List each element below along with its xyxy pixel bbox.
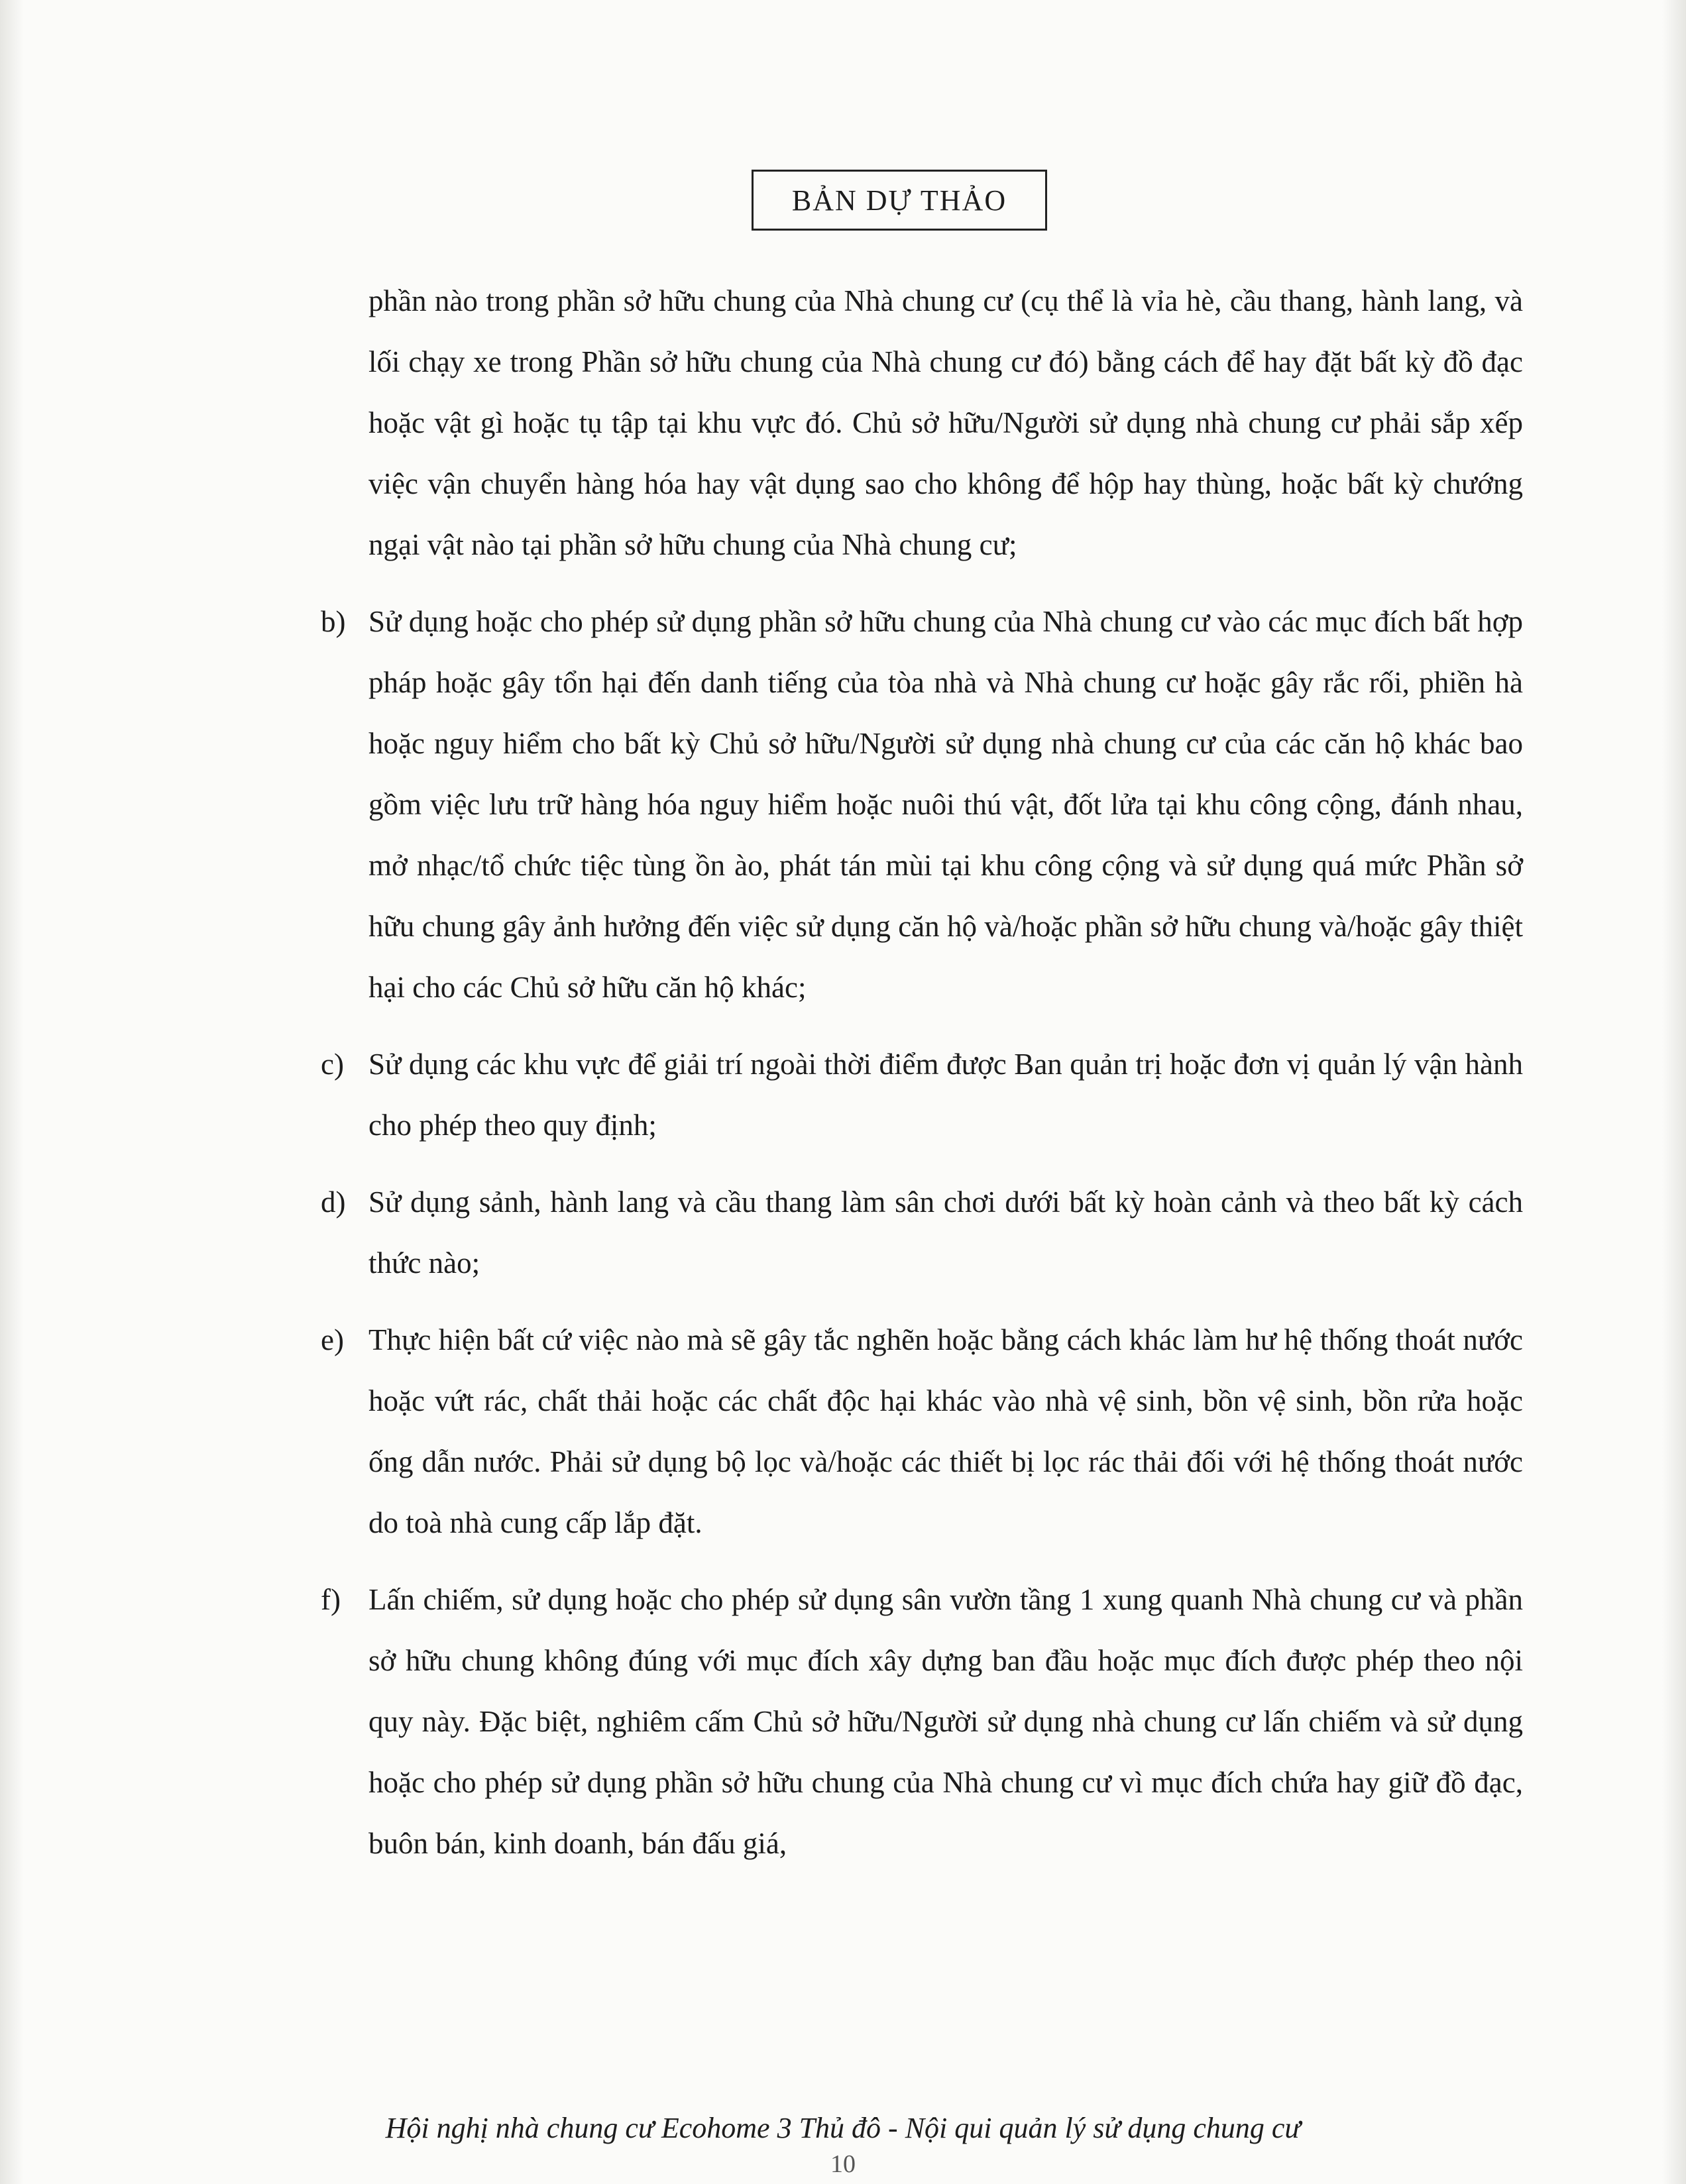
list-marker: f) (321, 1583, 341, 1616)
list-marker: b) (321, 605, 346, 638)
scan-edge-right (1662, 0, 1686, 2184)
list-item-c (311, 1034, 1523, 1156)
paragraph-continuation (311, 270, 1523, 575)
list-item-f (311, 1569, 1523, 1874)
list-item-d (311, 1172, 1523, 1293)
list-item-text: Lấn chiếm, sử dụng hoặc cho phép sử dụng sân vườn tầng 1 xung quanh Nhà chung cư và phần sở hữu chung không đúng với mục đích xây dựng ban đầu hoặc mục đích được phép theo nội quy này. Đặc biệt, nghiêm cấm Chủ sở hữu/Người sử dụng nhà chung cư lấn chiếm và sử dụng hoặc cho phép sử dụng phần sở hữu chung của Nhà chung cư vì mục đích chứa hay giữ đồ đạc, buôn bán, kinh doanh, bán đấu giá, (368, 1583, 1523, 1860)
list-item-e (311, 1309, 1523, 1553)
list-item-text: Sử dụng hoặc cho phép sử dụng phần sở hữu chung của Nhà chung cư vào các mục đích bất hợp pháp hoặc gây tổn hại đến danh tiếng của tòa nhà và Nhà chung cư hoặc gây rắc rối, phiền hà hoặc nguy hiểm cho bất kỳ Chủ sở hữu/Người sử dụng nhà chung cư của các căn hộ khác bao gồm việc lưu trữ hàng hóa nguy hiểm hoặc nuôi thú vật, đốt lửa tại khu công cộng, đánh nhau, mở nhạc/tổ chức tiệc tùng ồn ào, phát tán mùi tại khu công cộng và sử dụng quá mức Phần sở hữu chung gây ảnh hưởng đến việc sử dụng căn hộ và/hoặc phần sở hữu chung và/hoặc gây thiệt hại cho các Chủ sở hữu căn hộ khác; (368, 605, 1523, 1004)
list-marker: c) (321, 1048, 344, 1081)
list-item-text: Thực hiện bất cứ việc nào mà sẽ gây tắc nghẽn hoặc bằng cách khác làm hư hệ thống thoát nước hoặc vứt rác, chất thải hoặc các chất độc hại khác vào nhà vệ sinh, bồn vệ sinh, bồn rửa hoặc ống dẫn nước. Phải sử dụng bộ lọc và/hoặc các thiết bị lọc rác thải đối với hệ thống thoát nước do toà nhà cung cấp lắp đặt. (368, 1323, 1523, 1539)
list-marker: d) (321, 1185, 346, 1219)
document-body (311, 270, 1523, 1874)
page-footer: Hội nghị nhà chung cư Ecohome 3 Thủ đô - Nội qui quản lý sử dụng chung cư (385, 2112, 1301, 2144)
list-item-text: Sử dụng sảnh, hành lang và cầu thang làm sân chơi dưới bất kỳ hoàn cảnh và theo bất kỳ cách thức nào; (368, 1185, 1523, 1280)
draft-label-box (752, 170, 1047, 231)
list-marker: e) (321, 1323, 344, 1356)
draft-label: BẢN DỰ THẢO (791, 184, 1007, 217)
list-item-text: Sử dụng các khu vực để giải trí ngoài thời điểm được Ban quản trị hoặc đơn vị quản lý vận hành cho phép theo quy định; (368, 1048, 1523, 1142)
list-item-b (311, 591, 1523, 1018)
scan-edge-left (0, 0, 24, 2184)
paragraph-text: phần nào trong phần sở hữu chung của Nhà chung cư (cụ thể là vỉa hè, cầu thang, hành lang, và lối chạy xe trong Phần sở hữu chung của Nhà chung cư đó) bằng cách để hay đặt bất kỳ đồ đạc hoặc vật gì hoặc tụ tập tại khu vực đó. Chủ sở hữu/Người sử dụng nhà chung cư phải sắp xếp việc vận chuyển hàng hóa hay vật dụng sao cho không để hộp hay thùng, hoặc bất kỳ chướng ngại vật nào tại phần sở hữu chung của Nhà chung cư; (368, 284, 1523, 561)
page-number: 10 (830, 2150, 856, 2178)
